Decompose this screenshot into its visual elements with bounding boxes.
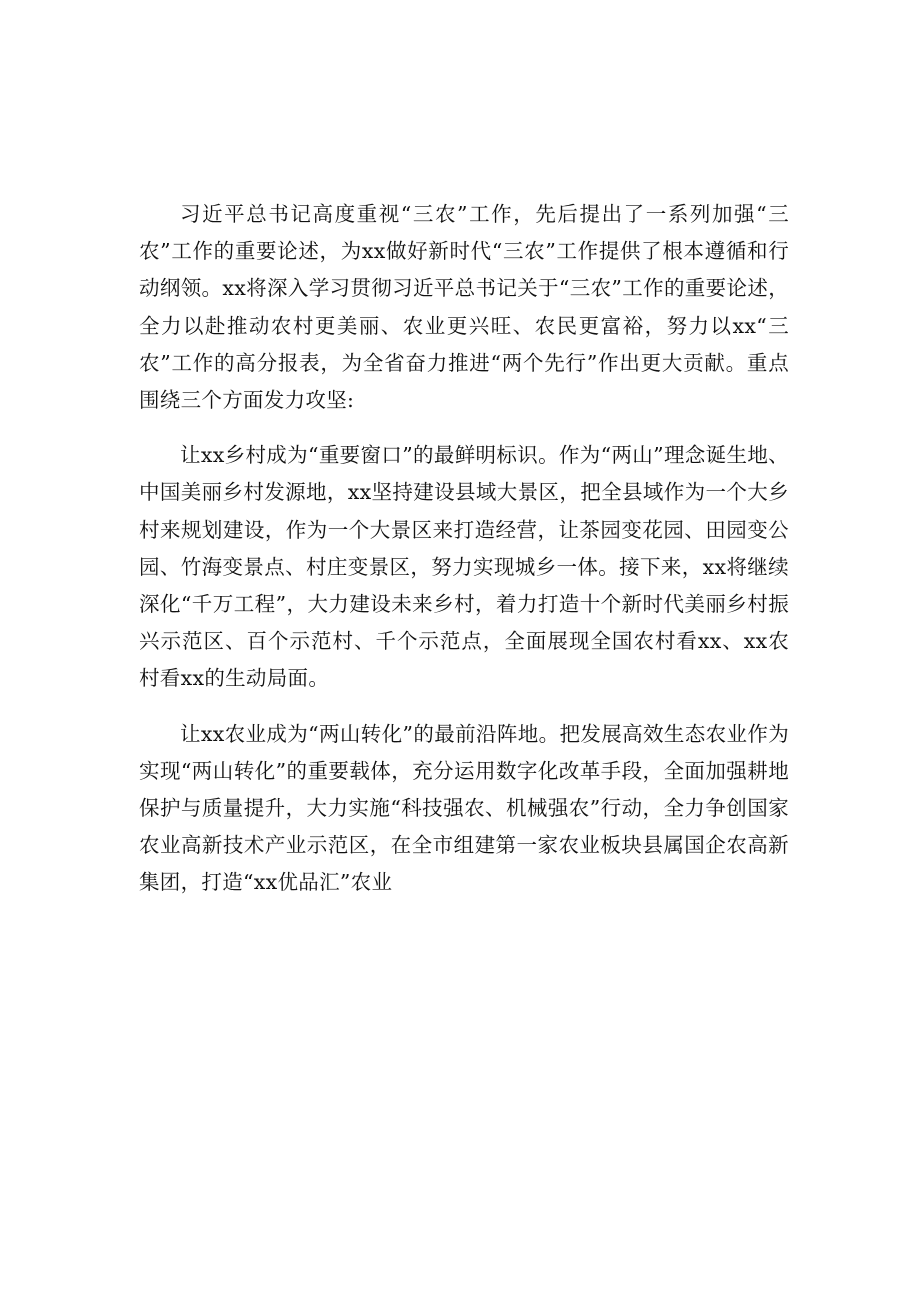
paragraph-rural-villages: 让xx乡村成为“重要窗口”的最鲜明标识。作为“两山”理念诞生地、中国美丽乡村发源地，xx坚持建设县域大景区，把全县域作为一个大乡村来规划建设，作为一个大景区来打造经营，让茶园变花园、田园变公园、竹海变景点、村庄变景区，努力实现城乡一体。接下来，xx将继续深化“千万工程”，大力建设未来乡村，着力打造十个新时代美丽乡村振兴示范区、百个示范村、千个示范点，全面展现全国农村看xx、xx农村看xx的生动局面。 <box>139 443 789 691</box>
paragraph-intro: 习近平总书记高度重视“三农”工作，先后提出了一系列加强“三农”工作的重要论述，为xx做好新时代“三农”工作提供了根本遵循和行动纲领。xx将深入学习贯彻习近平总书记关于“三农”工作的重要论述，全力以赴推动农村更美丽、农业更兴旺、农民更富裕，努力以xx“三农”工作的高分报表，为全省奋力推进“两个先行”作出更大贡献。重点围绕三个方面发力攻坚: <box>139 202 789 413</box>
paragraph-agriculture: 让xx农业成为“两山转化”的最前沿阵地。把发展高效生态农业作为实现“两山转化”的重要载体，充分运用数字化改革手段，全面加强耕地保护与质量提升，大力实施“科技强农、机械强农”行动，全力争创国家农业高新技术产业示范区，在全市组建第一家农业板块县属国企农高新集团，打造“xx优品汇”农业 <box>139 721 789 895</box>
document-body <box>139 196 789 920</box>
